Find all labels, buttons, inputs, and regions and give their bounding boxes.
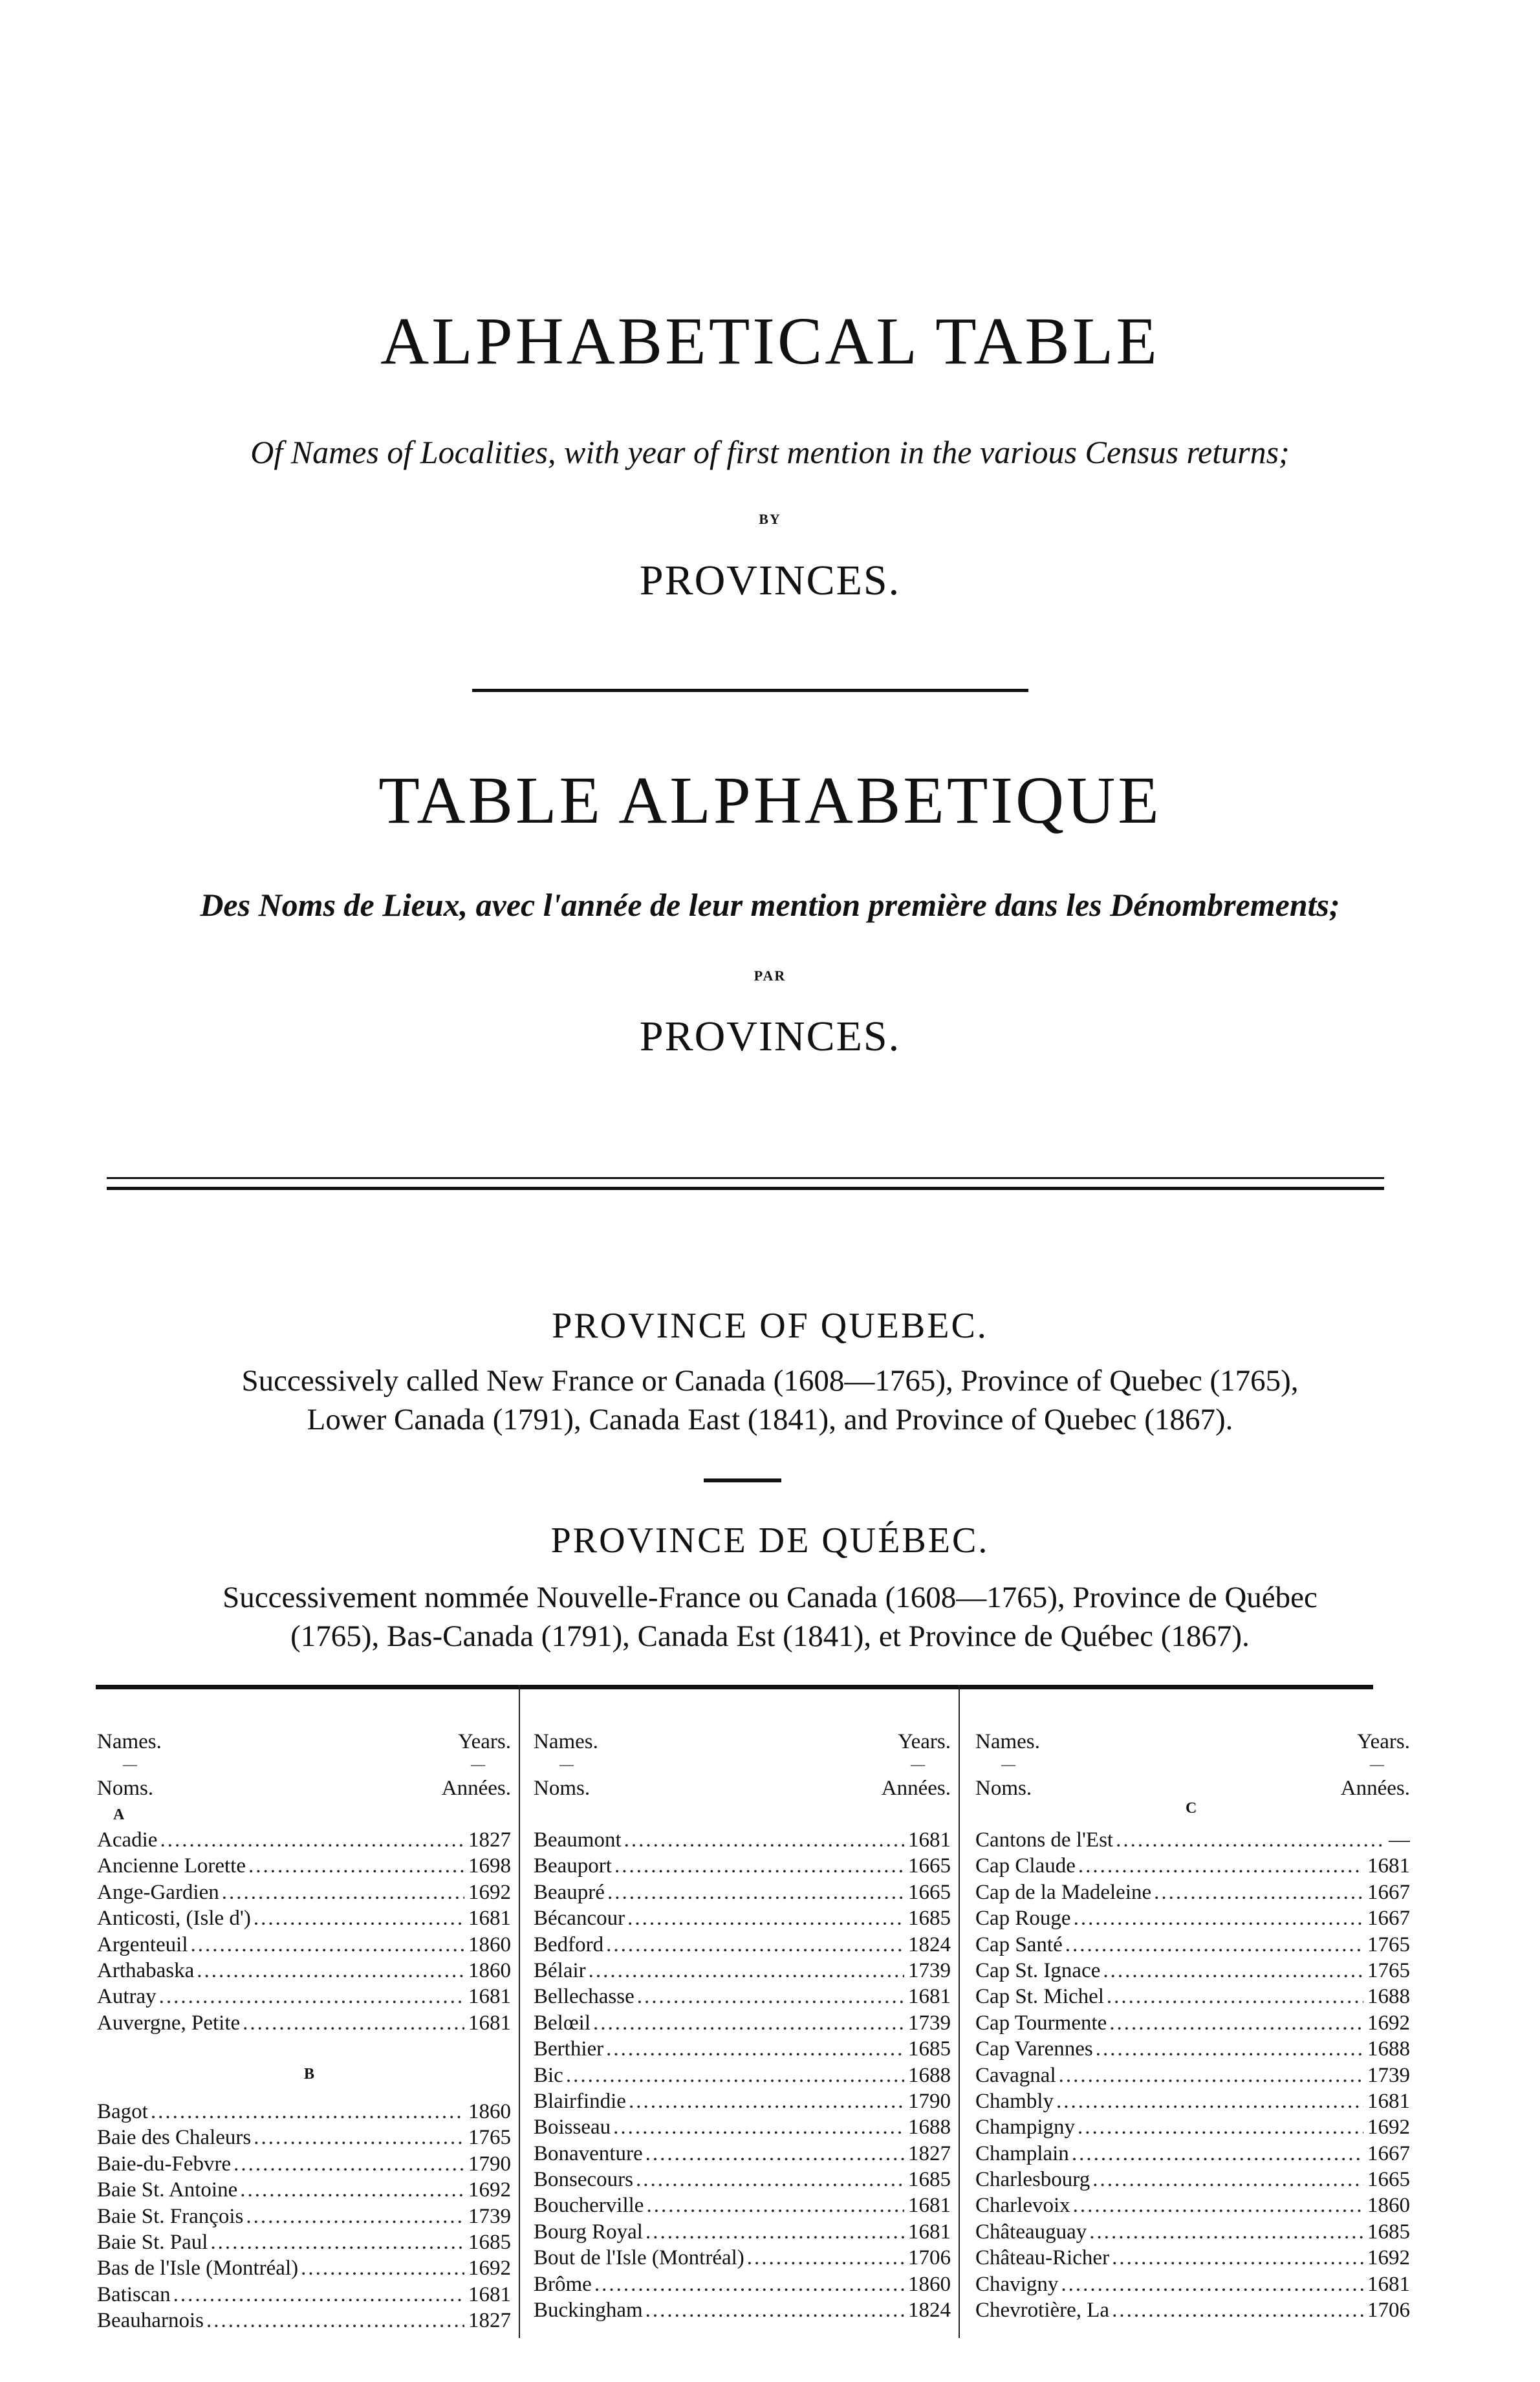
leader-dots (246, 1853, 464, 1879)
locality-year: 1681 (468, 2011, 511, 2035)
leader-dots (1113, 1827, 1385, 1853)
leader-dots (612, 1853, 904, 1879)
table-row (97, 2229, 511, 2255)
leader-dots (1151, 1879, 1363, 1905)
locality-name: Bellechasse (534, 1985, 634, 2009)
locality-year: 1681 (468, 1907, 511, 1931)
years-header: Years. (1357, 1730, 1410, 1753)
locality-name: Cap Claude (975, 1854, 1076, 1878)
locality-year: 1681 (468, 1985, 511, 2009)
locality-name: Brôme (534, 2272, 592, 2296)
group-c-rows (975, 1827, 1410, 2323)
locality-name: Chevrotière, La (975, 2299, 1110, 2322)
locality-year: 1790 (908, 2089, 951, 2113)
column-header (534, 1685, 951, 1800)
leader-dots (591, 2010, 904, 2036)
locality-year: 1739 (908, 2011, 951, 2035)
locality-name: Bic (534, 2063, 563, 2087)
locality-name: Cavagnal (975, 2063, 1056, 2087)
locality-year: 1681 (1367, 1854, 1410, 1878)
locality-name: Ancienne Lorette (97, 1854, 246, 1878)
column-header (97, 1685, 511, 1800)
locality-year: 1827 (468, 2309, 511, 2333)
table-row (975, 2036, 1410, 2062)
leader-dots (1109, 2245, 1363, 2271)
leader-dots (1071, 1905, 1363, 1931)
table-row (534, 2141, 951, 2167)
locality-name: Buckingham (534, 2299, 643, 2322)
table-row (975, 2219, 1410, 2245)
table-row (975, 1958, 1410, 1984)
locality-name: Bedford (534, 1933, 604, 1956)
locality-name: Argenteuil (97, 1933, 188, 1956)
locality-name: Cap Santé (975, 1933, 1063, 1956)
names-header: Names. (975, 1730, 1040, 1753)
section-desc-en-1: Successively called New France or Canada (1608—1765), Province of Quebec (1765), (241, 1364, 1299, 1398)
table-row (975, 1932, 1410, 1958)
locality-name: Cap St. Ignace (975, 1958, 1101, 1982)
annees-header: Années. (1340, 1777, 1410, 1800)
leader-dots (1069, 2141, 1363, 2167)
locality-year: 1681 (1367, 2272, 1410, 2296)
letter-heading-b: B (304, 2066, 315, 2083)
locality-name: Boucherville (534, 2194, 644, 2218)
leader-dots (1054, 2088, 1363, 2114)
locality-name: Cantons de l'Est (975, 1828, 1114, 1852)
locality-year: 1698 (468, 1854, 511, 1878)
leader-dots (605, 1879, 904, 1905)
locality-name: Bourg Royal (534, 2220, 643, 2244)
letter-heading-c: C (1186, 1800, 1197, 1817)
locality-name: Bas de l'Isle (Montréal) (97, 2257, 299, 2280)
table-row (97, 2255, 511, 2281)
locality-year: 1692 (468, 2257, 511, 2280)
table-row (97, 1853, 511, 1879)
locality-name: Bonaventure (534, 2141, 643, 2165)
par-fr: PAR (754, 968, 786, 984)
locality-name: Boisseau (534, 2116, 611, 2139)
leader-dots (644, 2193, 904, 2218)
locality-year: 1681 (908, 2220, 951, 2244)
table-row (534, 2114, 951, 2140)
locality-name: Baie-du-Febvre (97, 2152, 232, 2176)
leader-dots (188, 1932, 464, 1958)
table-row (534, 2245, 951, 2271)
leader-dots (586, 1958, 904, 1984)
locality-year: 1739 (908, 1958, 951, 1982)
leader-dots (1087, 2219, 1363, 2245)
leader-dots (1100, 1958, 1363, 1984)
table-row (975, 2193, 1410, 2218)
title-fr: TABLE ALPHABETIQUE (378, 763, 1162, 838)
leader-dots (231, 2151, 464, 2177)
locality-year: 1824 (908, 1933, 951, 1956)
locality-name: Châteauguay (975, 2220, 1087, 2244)
subtitle-fr: Des Noms de Lieux, avec l'année de leur mention première dans les Dénombrements; (200, 887, 1340, 923)
years-header: Years. (898, 1730, 951, 1753)
subtitle-en: Of Names of Localities, with year of first mention in the various Census returns; (250, 434, 1290, 470)
column-divider-1 (519, 1685, 520, 2338)
double-rule-top (107, 1177, 1384, 1179)
locality-year: 1681 (908, 1828, 951, 1852)
locality-year: 1685 (908, 2037, 951, 2061)
table-row (97, 2151, 511, 2177)
short-rule-2 (704, 1478, 781, 1482)
leader-dots (1075, 2114, 1363, 2140)
annees-header: Années. (881, 1777, 951, 1800)
table-row (97, 1958, 511, 1984)
locality-year: 1860 (908, 2272, 951, 2296)
names-header: Names. (534, 1730, 598, 1753)
table-row (97, 1984, 511, 2009)
locality-name: Cap St. Michel (975, 1985, 1104, 2009)
locality-year: 1692 (1367, 2116, 1410, 2139)
leader-dots (157, 1827, 464, 1853)
table-row (534, 2088, 951, 2114)
locality-year: 1860 (468, 1958, 511, 1982)
table-row (975, 2245, 1410, 2271)
leader-dots (1090, 2167, 1363, 2193)
leader-dots (592, 2271, 904, 2297)
table-row (534, 1958, 951, 1984)
table-row (975, 2114, 1410, 2140)
locality-name: Bout de l'Isle (Montréal) (534, 2246, 744, 2270)
table-row (97, 1879, 511, 1905)
leader-dots (251, 1905, 464, 1931)
short-rule-1 (472, 689, 1028, 692)
leader-dots (148, 2099, 464, 2125)
table-row (97, 1905, 511, 1931)
leader-dots (643, 2219, 904, 2245)
leader-dots (643, 2297, 904, 2323)
locality-name: Château-Richer (975, 2246, 1110, 2270)
locality-name: Baie des Chaleurs (97, 2126, 252, 2150)
locality-year: 1860 (1367, 2194, 1410, 2218)
locality-year: 1706 (1367, 2299, 1410, 2322)
locality-year: 1685 (908, 1907, 951, 1931)
locality-year: 1765 (1367, 1958, 1410, 1982)
leader-dots (208, 2229, 464, 2255)
table-row (534, 2036, 951, 2062)
locality-name: Chavigny (975, 2272, 1059, 2296)
locality-name: Anticosti, (Isle d') (97, 1907, 251, 1931)
table-row (975, 2063, 1410, 2088)
table-row (975, 1853, 1410, 1879)
header-dash: — (471, 1756, 485, 1772)
locality-year: 1667 (1367, 2141, 1410, 2165)
header-dash: — (1001, 1756, 1015, 1772)
locality-name: Cap Rouge (975, 1907, 1071, 1931)
locality-name: Beaupré (534, 1880, 605, 1904)
table-row (534, 2193, 951, 2218)
column-header (975, 1685, 1410, 1800)
locality-name: Baie St. François (97, 2204, 244, 2228)
locality-year: 1685 (1367, 2220, 1410, 2244)
table-row (534, 1932, 951, 1958)
locality-year: 1765 (468, 2126, 511, 2150)
locality-name: Beauharnois (97, 2309, 204, 2333)
leader-dots (633, 2167, 904, 2193)
locality-year: 1685 (908, 2168, 951, 2192)
locality-year: 1665 (1367, 2168, 1410, 2192)
table-row (975, 1984, 1410, 2009)
locality-year: 1739 (1367, 2063, 1410, 2087)
locality-year: 1790 (468, 2152, 511, 2176)
table-row (975, 2167, 1410, 2193)
locality-year: 1692 (468, 2178, 511, 2202)
noms-header: Noms. (534, 1777, 591, 1800)
table-row (534, 2297, 951, 2323)
leader-dots (171, 2282, 464, 2308)
table-row (534, 1879, 951, 1905)
locality-name: Belœil (534, 2011, 591, 2035)
locality-year: 1681 (468, 2282, 511, 2306)
locality-name: Bonsecours (534, 2168, 633, 2192)
leader-dots (251, 2125, 464, 2150)
column-divider-2 (959, 1685, 960, 2338)
table-row (534, 2219, 951, 2245)
locality-year: 1827 (908, 2141, 951, 2165)
locality-name: Charlevoix (975, 2194, 1070, 2218)
section-desc-en-2: Lower Canada (1791), Canada East (1841), and Province of Quebec (1867). (307, 1403, 1233, 1436)
noms-header: Noms. (97, 1777, 154, 1800)
leader-dots (603, 1932, 904, 1958)
leader-dots (240, 2010, 464, 2036)
leader-dots (563, 2063, 904, 2088)
table-row (975, 2271, 1410, 2297)
locality-name: Bécancour (534, 1907, 625, 1931)
group-b-rows (97, 2099, 511, 2334)
table-row (97, 2203, 511, 2229)
table-row (975, 2297, 1410, 2323)
leader-dots (1056, 2063, 1363, 2088)
table-row (97, 2282, 511, 2308)
years-header: Years. (458, 1730, 511, 1753)
table-row (97, 1932, 511, 1958)
locality-name: Beauport (534, 1854, 612, 1878)
locality-year: 1681 (908, 1985, 951, 2009)
locality-year: 1688 (1367, 2037, 1410, 2061)
leader-dots (194, 1958, 464, 1984)
locality-year: 1681 (1367, 2089, 1410, 2113)
leader-dots (1093, 2036, 1363, 2062)
locality-year: — (1389, 1828, 1410, 1852)
locality-name: Cap de la Madeleine (975, 1880, 1152, 1904)
section-desc-fr-1: Successivement nommée Nouvelle-France ou Canada (1608—1765), Province de Québec (222, 1581, 1318, 1614)
table-row (534, 2010, 951, 2036)
locality-year: 1860 (468, 2100, 511, 2123)
section-heading-fr: PROVINCE DE QUÉBEC. (550, 1521, 990, 1561)
leader-dots (1070, 2193, 1363, 2218)
locality-year: 1692 (468, 1880, 511, 1904)
double-rule-bottom (107, 1187, 1384, 1190)
leader-dots (1104, 1984, 1363, 2009)
leader-dots (622, 1827, 904, 1853)
letter-heading-a: A (113, 1806, 125, 1823)
provinces-fr: PROVINCES. (639, 1013, 901, 1060)
table-row (975, 1879, 1410, 1905)
leader-dots (204, 2308, 464, 2333)
locality-name: Charlesbourg (975, 2168, 1090, 2192)
table-column-1 (97, 1685, 511, 2344)
locality-year: 1692 (1367, 2246, 1410, 2270)
table-row (97, 2125, 511, 2150)
names-header: Names. (97, 1730, 162, 1753)
leader-dots (298, 2255, 464, 2281)
locality-name: Bagot (97, 2100, 148, 2123)
locality-name: Baie St. Antoine (97, 2178, 238, 2202)
table-row (534, 1984, 951, 2009)
table-row (97, 1827, 511, 1853)
locality-year: 1688 (908, 2116, 951, 2139)
group-b-continued-rows (534, 1827, 951, 2323)
locality-name: Autray (97, 1985, 157, 2009)
table-column-2 (534, 1685, 951, 2344)
table-row (975, 1905, 1410, 1931)
locality-name: Bélair (534, 1958, 586, 1982)
locality-name: Champlain (975, 2141, 1069, 2165)
table-row (534, 1853, 951, 1879)
locality-name: Auvergne, Petite (97, 2011, 241, 2035)
leader-dots (1076, 1853, 1363, 1879)
table-row (534, 1827, 951, 1853)
leader-dots (237, 2177, 464, 2203)
leader-dots (219, 1879, 464, 1905)
table-row (534, 1905, 951, 1931)
locality-year: 1681 (908, 2194, 951, 2218)
table-row (975, 2141, 1410, 2167)
leader-dots (626, 2088, 904, 2114)
header-dash: — (123, 1756, 137, 1772)
leader-dots (1063, 1932, 1363, 1958)
locality-name: Beaumont (534, 1828, 622, 1852)
locality-name: Arthabaska (97, 1958, 195, 1982)
leader-dots (634, 1984, 904, 2009)
noms-header: Noms. (975, 1777, 1032, 1800)
header-dash: — (1370, 1756, 1384, 1772)
table-row (97, 2177, 511, 2203)
locality-name: Batiscan (97, 2282, 171, 2306)
table-row (97, 2099, 511, 2125)
table-row (975, 2010, 1410, 2036)
table-row (97, 2308, 511, 2333)
locality-name: Berthier (534, 2037, 604, 2061)
locality-name: Ange-Gardien (97, 1880, 219, 1904)
locality-year: 1665 (908, 1854, 951, 1878)
section-desc-fr-2: (1765), Bas-Canada (1791), Canada Est (1841), et Province de Québec (1867). (290, 1619, 1250, 1653)
leader-dots (1109, 2297, 1363, 2323)
leader-dots (157, 1984, 464, 2009)
leader-dots (643, 2141, 904, 2167)
locality-year: 1685 (468, 2230, 511, 2254)
localities-table (97, 1685, 1410, 2344)
locality-name: Blairfindie (534, 2089, 626, 2113)
leader-dots (243, 2203, 464, 2229)
annees-header: Années. (441, 1777, 511, 1800)
table-row (534, 2271, 951, 2297)
leader-dots (603, 2036, 904, 2062)
group-a-rows (97, 1827, 511, 2036)
locality-year: 1667 (1367, 1880, 1410, 1904)
locality-year: 1665 (908, 1880, 951, 1904)
by-en: BY (759, 511, 781, 527)
table-row (975, 1827, 1410, 1853)
locality-name: Baie St. Paul (97, 2230, 208, 2254)
locality-year: 1824 (908, 2299, 951, 2322)
locality-name: Chambly (975, 2089, 1054, 2113)
locality-year: 1860 (468, 1933, 511, 1956)
table-row (534, 2063, 951, 2088)
locality-name: Cap Varennes (975, 2037, 1093, 2061)
leader-dots (1058, 2271, 1363, 2297)
table-column-3 (975, 1685, 1410, 2344)
title-en: ALPHABETICAL TABLE (380, 304, 1160, 378)
locality-year: 1827 (468, 1828, 511, 1852)
leader-dots (744, 2245, 904, 2271)
header-dash: — (559, 1756, 574, 1772)
locality-year: 1706 (908, 2246, 951, 2270)
provinces-en: PROVINCES. (639, 557, 901, 604)
table-row (534, 2167, 951, 2193)
locality-name: Acadie (97, 1828, 158, 1852)
leader-dots (625, 1905, 904, 1931)
locality-year: 1692 (1367, 2011, 1410, 2035)
table-row (97, 2010, 511, 2036)
locality-name: Cap Tourmente (975, 2011, 1107, 2035)
locality-year: 1765 (1367, 1933, 1410, 1956)
leader-dots (611, 2114, 904, 2140)
locality-year: 1688 (908, 2063, 951, 2087)
table-row (975, 2088, 1410, 2114)
locality-year: 1688 (1367, 1985, 1410, 2009)
section-heading-en: PROVINCE OF QUEBEC. (552, 1306, 988, 1346)
leader-dots (1107, 2010, 1363, 2036)
locality-name: Champigny (975, 2116, 1075, 2139)
header-dash: — (911, 1756, 925, 1772)
locality-year: 1739 (468, 2204, 511, 2228)
locality-year: 1667 (1367, 1907, 1410, 1931)
